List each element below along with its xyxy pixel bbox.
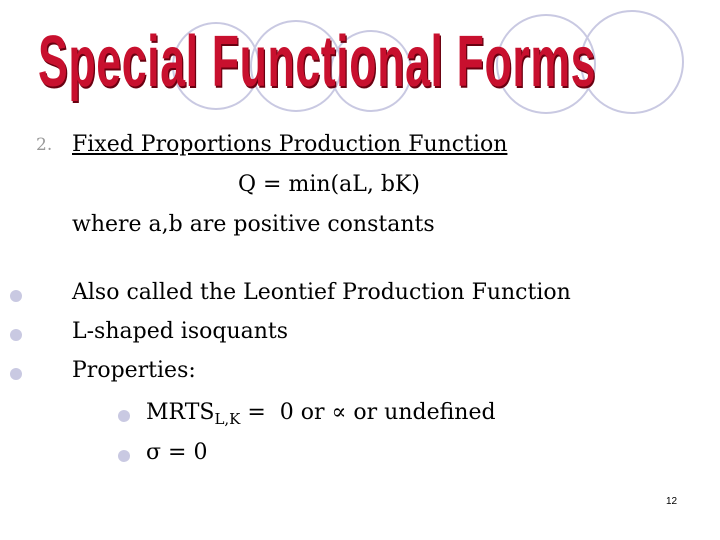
bullet-item: Properties: [72,358,196,383]
item-number: 2. [36,135,53,155]
bullet-icon [10,368,22,380]
mrts-label: MRTS [146,400,215,425]
sub-bullet-sigma: σ = 0 [146,440,208,465]
page-number: 12 [666,496,678,507]
bullet-item: Also called the Leontief Production Function [72,280,571,305]
equation-note: where a,b are positive constants [72,212,435,237]
mrts-subscript: L,K [214,410,241,428]
bullet-icon [10,329,22,341]
slide-title: Special Functional Forms [38,22,597,102]
bullet-icon [118,410,130,422]
bullet-icon [10,290,22,302]
sub-bullet-mrts [146,400,496,428]
mrts-value: = 0 or ∝ or undefined [240,400,496,425]
production-equation: Q = min(aL, bK) [238,172,420,197]
section-heading: Fixed Proportions Production Function [72,132,508,157]
bullet-icon [118,450,130,462]
bullet-item: L-shaped isoquants [72,319,289,344]
